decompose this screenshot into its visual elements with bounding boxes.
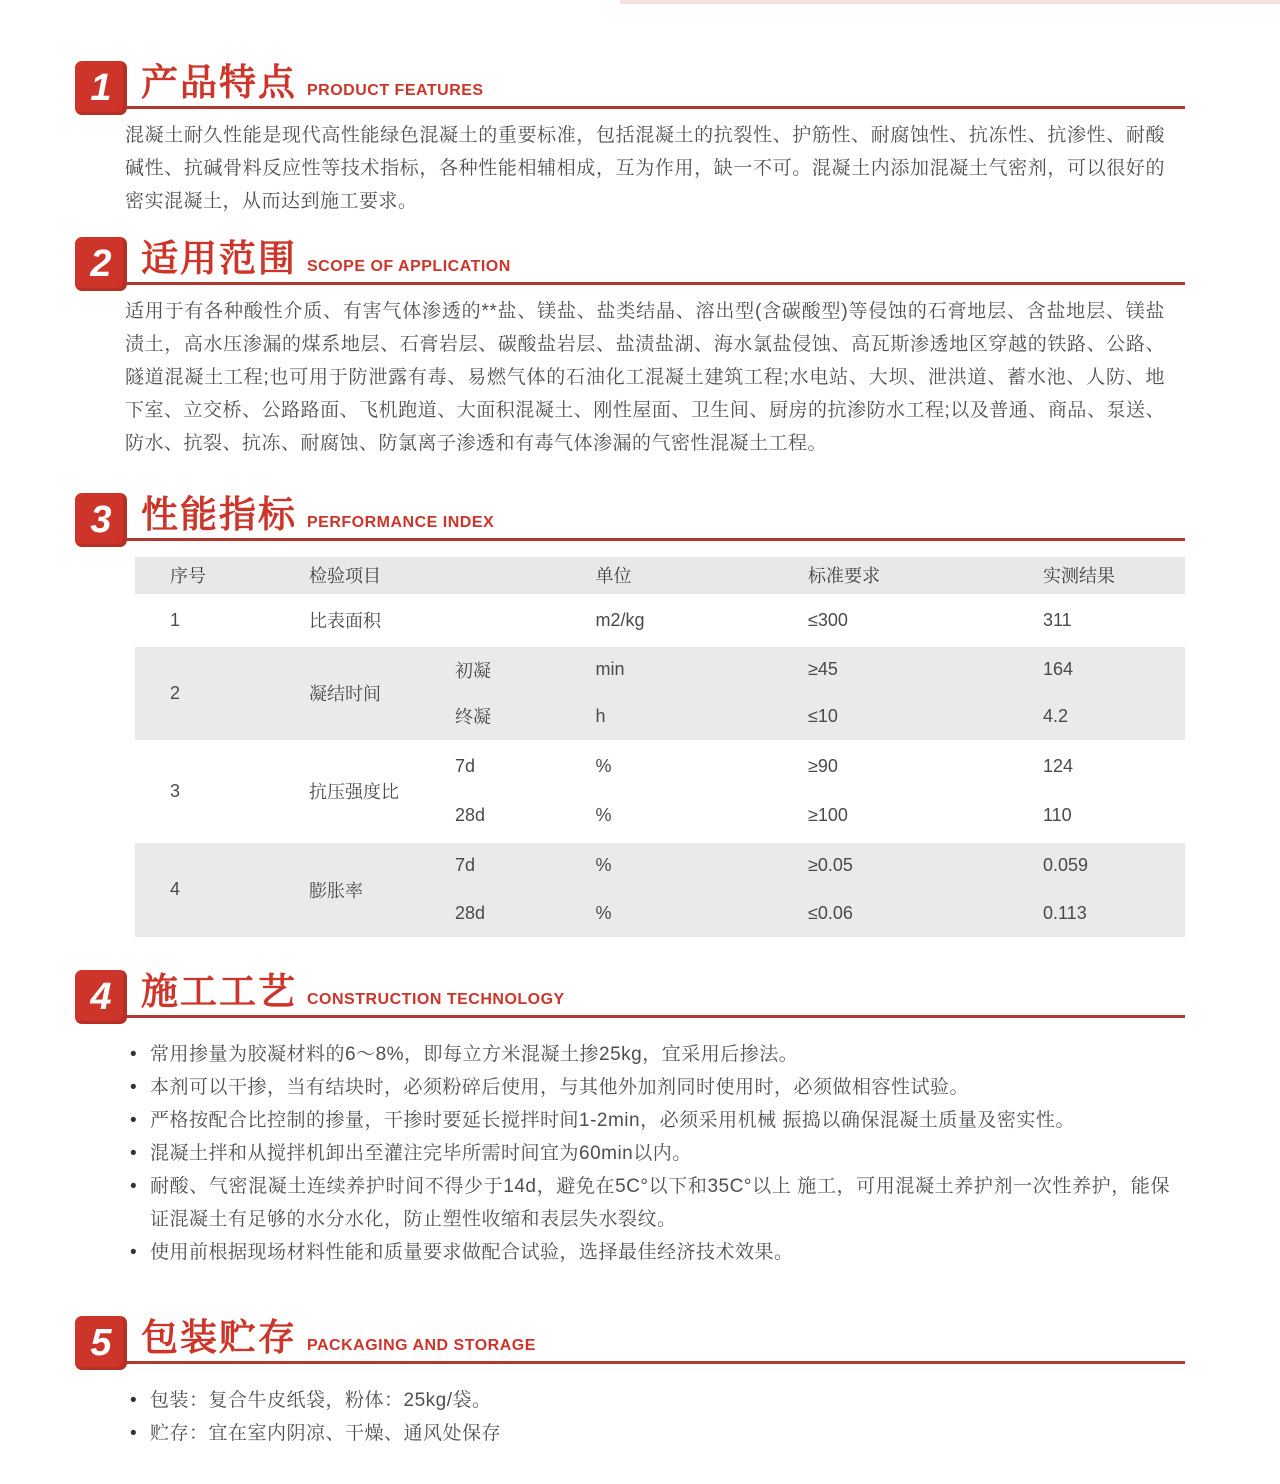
section-4-title-en: CONSTRUCTION TECHNOLOGY [307, 991, 565, 1008]
section-5-number-badge: 5 [75, 1316, 127, 1370]
section-2-number-badge: 2 [75, 237, 127, 291]
bullet-item: • 使用前根据现场材料性能和质量要求做配合试验，选择最佳经济技术效果。 [130, 1236, 1170, 1269]
section-1-title-en: PRODUCT FEATURES [307, 82, 484, 99]
cell-unit: m2/kg [595, 609, 645, 630]
cell-unit: % [595, 855, 612, 876]
bullet-item: • 包装：复合牛皮纸袋，粉体：25kg/袋。 [130, 1384, 1170, 1417]
col-header-item: 检验项目 [309, 566, 381, 587]
cell-standard: ≤300 [808, 609, 848, 630]
bullet-item: • 耐酸、气密混凝土连续养护时间不得少于14d，避免在5C°以下和35C°以上 施工，可用混凝土养护剂一次性养护，能保证混凝土有足够的水分水化，防止塑性收缩和表层失水裂纹。 [130, 1170, 1170, 1236]
cell-sub: 初凝 [455, 660, 491, 681]
cell-sub: 28d [455, 902, 486, 923]
construction-bullet-list [130, 1038, 1170, 1269]
col-header-unit: 单位 [595, 566, 632, 587]
performance-table-wrapper [135, 557, 1185, 937]
cell-no: 4 [170, 879, 181, 900]
cell-item: 比表面积 [309, 611, 381, 631]
cell-unit: min [595, 659, 625, 680]
cell-standard: ≥100 [808, 804, 848, 825]
cell-standard: ≥45 [808, 659, 838, 680]
cell-standard: ≤10 [808, 705, 838, 726]
cell-item: 抗压强度比 [309, 782, 399, 802]
cell-standard: ≤0.06 [808, 902, 853, 923]
bullet-item: • 混凝土拌和从搅拌机卸出至灌注完毕所需时间宜为60min以内。 [130, 1137, 1170, 1170]
bullet-item: • 严格按配合比控制的掺量，干掺时要延长搅拌时间1-2min，必须采用机械 振捣以确保混凝土质量及密实性。 [130, 1104, 1170, 1137]
cell-sub: 28d [455, 804, 486, 825]
cell-sub: 7d [455, 756, 476, 777]
cell-result: 4.2 [1043, 705, 1069, 726]
performance-table [135, 557, 1185, 937]
cell-result: 124 [1043, 756, 1074, 777]
table-row [135, 645, 1185, 693]
bullet-item: • 本剂可以干掺，当有结块时，必须粉碎后使用，与其他外加剂同时使用时，必须做相容性试验。 [130, 1071, 1170, 1104]
cell-no: 2 [170, 682, 181, 703]
cell-no: 1 [170, 609, 181, 630]
table-row [135, 595, 1185, 645]
section-3-number-badge: 3 [75, 493, 127, 547]
cell-result: 311 [1043, 609, 1072, 630]
section-5-title-cn: 包装贮存 [141, 1317, 297, 1358]
cell-sub: 7d [455, 855, 476, 876]
section-4-title-cn: 施工工艺 [141, 971, 297, 1012]
cell-result: 164 [1043, 659, 1074, 680]
cell-no: 3 [170, 780, 181, 801]
section-1-paragraph: 混凝土耐久性能是现代高性能绿色混凝土的重要标准，包括混凝土的抗裂性、护筋性、耐腐蚀性、抗冻性、抗渗性、耐酸碱性、抗碱骨料反应性等技术指标，各种性能相辅相成，互为作用，缺一不可。混凝土内添加混凝土气密剂，可以很好的密实混凝土，从而达到施工要求。 [125, 125, 1165, 212]
cell-result: 0.059 [1043, 855, 1089, 876]
section-5-title-en: PACKAGING AND STORAGE [307, 1337, 536, 1354]
section-2-header [75, 230, 1185, 285]
cell-unit: % [595, 902, 612, 923]
table-row [135, 841, 1185, 889]
cell-result: 0.113 [1043, 902, 1087, 923]
cell-result: 110 [1043, 804, 1072, 825]
section-3-header [75, 486, 1185, 541]
top-accent-strip [620, 0, 1280, 4]
section-3-title-cn: 性能指标 [141, 494, 297, 535]
section-1-title-cn: 产品特点 [141, 62, 297, 103]
section-1-header [75, 54, 1185, 109]
col-header-standard: 标准要求 [808, 566, 880, 587]
col-header-result: 实测结果 [1043, 566, 1115, 587]
bullet-item: • 常用掺量为胶凝材料的6～8%，即每立方米混凝土掺25kg，宜采用后掺法。 [130, 1038, 1170, 1071]
cell-item: 膨胀率 [309, 880, 363, 901]
section-2-title-cn: 适用范围 [141, 238, 297, 279]
cell-sub: 终凝 [455, 707, 491, 728]
section-5-header [75, 1309, 1185, 1364]
section-3-title-en: PERFORMANCE INDEX [307, 514, 495, 531]
table-header-row [135, 557, 1185, 595]
section-1-number-badge: 1 [75, 61, 127, 115]
bullet-item: • 贮存：宜在室内阴凉、干燥、通风处保存 [130, 1417, 1170, 1450]
section-4-number-badge: 4 [75, 970, 127, 1024]
section-2-title-en: SCOPE OF APPLICATION [307, 258, 511, 275]
packaging-bullet-list [130, 1384, 1170, 1450]
cell-unit: % [595, 804, 612, 825]
cell-standard: ≥90 [808, 756, 838, 777]
cell-unit: h [595, 705, 606, 726]
cell-item: 凝结时间 [309, 684, 381, 704]
col-header-no: 序号 [170, 566, 206, 587]
cell-unit: % [595, 756, 612, 777]
table-row [135, 741, 1185, 791]
section-2-paragraph: 适用于有各种酸性介质、有害气体渗透的**盐、镁盐、盐类结晶、溶出型(含碳酸型)等侵蚀的石膏地层、含盐地层、镁盐渍土，高水压渗漏的煤系地层、石膏岩层、碳酸盐岩层、盐渍盐湖、海水氯盐侵蚀、高瓦斯渗透地区穿越的铁路、公路、隧道混凝土工程;也可用于防泄露有毒、易燃气体的石油化工混凝土建筑工程;水电站、大坝、泄洪道、蓄水池、人防、地下室、立交桥、公路路面、飞机跑道、大面积混凝土、刚性屋面、卫生间、厨房的抗渗防水工程;以及普通、商品、泵送、防水、抗裂、抗冻、耐腐蚀、防氯离子渗透和有毒气体渗漏的气密性混凝土工程。 [125, 301, 1165, 454]
cell-standard: ≥0.05 [808, 855, 853, 876]
section-4-header [75, 963, 1185, 1018]
